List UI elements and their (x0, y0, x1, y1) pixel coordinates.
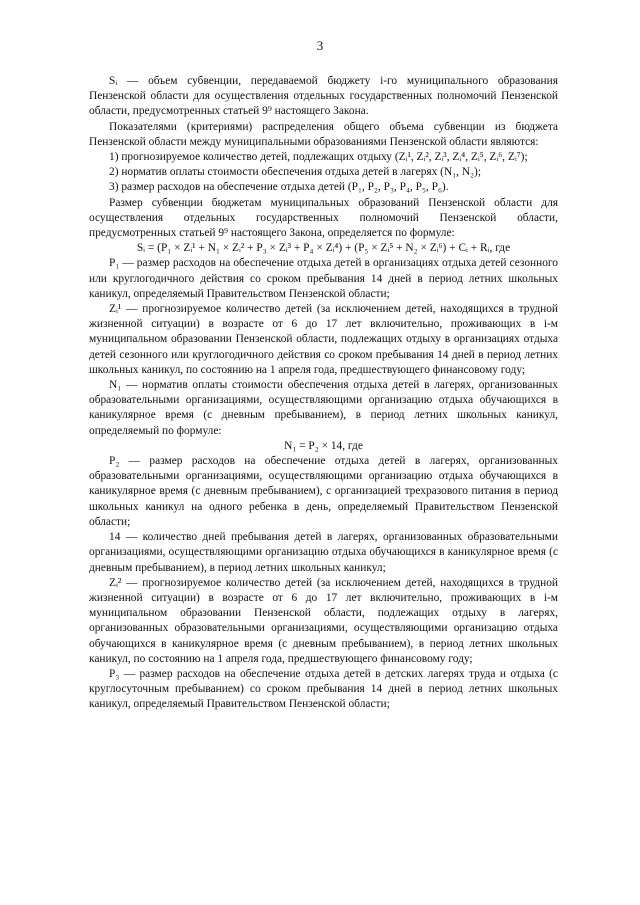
paragraph-criterion-3: 3) размер расходов на обеспечение отдыха детей (P₁, P₂, P₃, P₄, P₅, P₆). (109, 181, 449, 194)
paragraph-formula-intro: Размер субвенции бюджетам муниципальных образований Пензенской области для осуществления отдельных государственных полномочий Пензенской области, предусмотренных статьей 9⁹ настоящего Закона, определяется по формуле: (89, 196, 558, 240)
paragraph-p2-definition: P₂ — размер расходов на обеспечение отдыха детей в лагерях, организованных образовательными организациями, осуществляющими организацию отдыха обучающихся в каникулярное время (с дневным пребыванием), с организацией трехразового питания в период школьных каникул на одного ребенка в день, определяемый Правительством Пензенской области; (89, 455, 558, 528)
document-body (89, 74, 558, 713)
paragraph-si-definition: Sᵢ — объем субвенции, передаваемой бюджету i-го муниципального образования Пензенской области для осуществления отдельных государственных полномочий Пензенской области, предусмотренных статьей 9⁹ настоящего Закона. (89, 75, 558, 118)
paragraph-p1-definition: P₁ — размер расходов на обеспечение отдыха детей в организациях отдыха детей сезонного или круглогодичного действия со сроком пребывания 14 дней в период летних школьных каникул, определяемый Правительством Пензенской области; (89, 257, 558, 300)
page-number: 3 (316, 38, 324, 53)
paragraph-criterion-2: 2) норматив оплаты стоимости обеспечения отдыха детей в лагерях (N₁, N₂); (109, 166, 482, 179)
paragraph-14-definition: 14 — количество дней пребывания детей в лагерях, организованных образовательными организациями, осуществляющими организацию отдыха обучающихся в каникулярное время (с дневным пребыванием), в период летних школьных каникул; (89, 531, 558, 574)
paragraph-n1-definition: N₁ — норматив оплаты стоимости обеспечения отдыха детей в лагерях, организованных образовательными организациями, осуществляющими организацию отдыха обучающихся в каникулярное время (с дневным пребыванием), в период летних школьных каникул, определяемый по формуле: (89, 379, 558, 437)
paragraph-p3-definition: P₃ — размер расходов на обеспечение отдыха детей в детских лагерях труда и отдыха (с круглосуточным пребыванием) со сроком пребывания 14 дней в период летних школьных каникул, определяемый Правительством Пензенской области; (89, 667, 558, 711)
paragraph-criterion-1: 1) прогнозируемое количество детей, подлежащих отдыху (Zᵢ¹, Zᵢ², Zᵢ³, Zᵢ⁴, Zᵢ⁵, Zᵢ⁶, Zᵢ⁷); (109, 151, 528, 164)
paragraph-z2-definition: Zᵢ² — прогнозируемое количество детей (за исключением детей, находящихся в трудной жизненной ситуации) в возрасте от 6 до 17 лет включительно, проживающих в i-м муниципальном образовании Пензенской области, подлежащих отдыху в лагерях, организованных образовательными организациями, осуществляющими организацию отдыха обучающихся в каникулярное время (с дневным пребыванием), в период летних школьных каникул, по состоянию на 1 апреля года, предшествующего финансовому году; (89, 576, 558, 665)
paragraph-z1-definition: Zᵢ¹ — прогнозируемое количество детей (за исключением детей, находящихся в трудной жизненной ситуации) в возрасте от 6 до 17 лет включительно, проживающих в i-м муниципальном образовании Пензенской области, подлежащих отдыху в организациях отдыха детей сезонного или круглогодичного действия со сроком пребывания 14 дней в период летних школьных каникул, по состоянию на 1 апреля года, предшествующего финансовому году; (89, 303, 558, 376)
paragraph-criteria-intro: Показателями (критериями) распределения общего объема субвенции из бюджета Пензенской области между муниципальными образованиями Пензенской области являются: (89, 120, 558, 148)
formula-n1: N₁ = P₂ × 14, где (284, 439, 363, 452)
formula-si: Sᵢ = (P₁ × Zᵢ¹ + N₁ × Zᵢ² + P₃ × Zᵢ³ + P₄ × Zᵢ⁴) + (P₅ × Zᵢ⁵ + N₂ × Zᵢ⁶) + Cᵢ + Rᵢ, где (136, 242, 511, 255)
